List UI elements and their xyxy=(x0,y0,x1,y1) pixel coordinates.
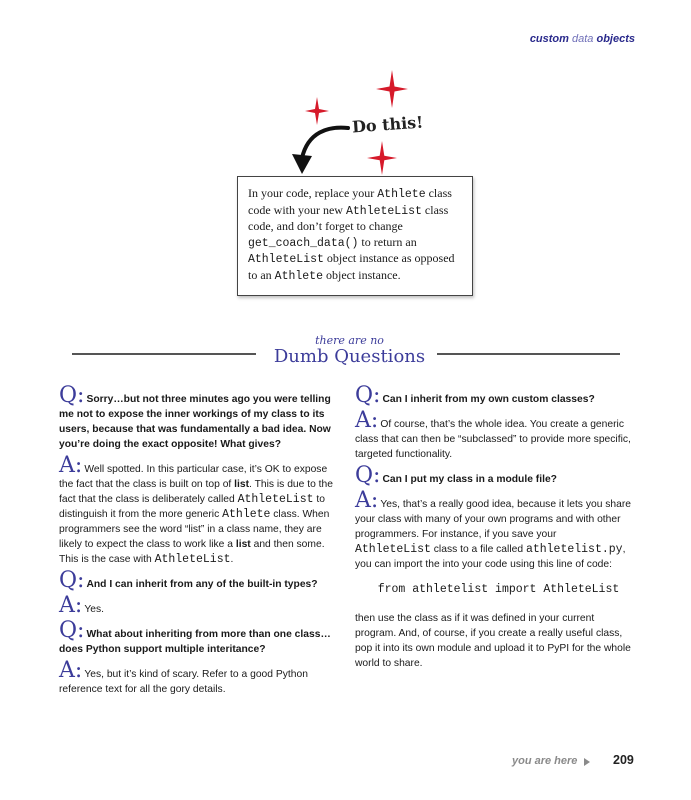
running-header: custom data objects xyxy=(529,33,635,45)
left-column xyxy=(59,383,341,703)
curved-arrow-icon xyxy=(288,120,352,176)
sparkle-icon xyxy=(376,70,408,108)
question: Q: And I can inherit from any of the built-in types? xyxy=(59,568,318,593)
answer: A: Yes. xyxy=(59,593,104,618)
answer: A: Yes, that’s a really good idea, because it lets you share your class with many of your own programs and with other programmers. For instance, if you save your AthleteList class to a file called athletelist.py, you can import the into your code using this line of code: xyxy=(355,488,632,570)
question: Q: Can I put my class in a module file? xyxy=(355,463,557,488)
code-line: from athletelist import AthleteList xyxy=(377,583,620,596)
instruction-callout: In your code, replace your Athlete class code with your new AthleteList class code, and don’t forget to change get_coach_data() to return an AthleteList object instance as opposed to an Athlete object instance. xyxy=(237,176,473,296)
answer: A: Well spotted. In this particular case, it’s OK to expose the fact that the class is built on top of list. This is due to the fact that the class is deliberately called AthleteList to distinguish it from the more generic Athlete class. When programmers see the word “list” in a class name, they are likely to expect the class to work like a list and then some. This is the case with AthleteList. xyxy=(59,453,333,566)
question: Q: Sorry…but not three minutes ago you were telling me not to expose the inner workings of my class to its users, because that was fundamentally a bad idea. Now you’re doing the exact opposite! What gives? xyxy=(59,383,331,450)
do-this-label: Do this! xyxy=(351,112,424,137)
you-are-here: you are here xyxy=(512,755,578,767)
triangle-right-icon xyxy=(584,758,590,766)
question: Q: What about inheriting from more than one class…does Python support multiple interitance? xyxy=(59,618,331,655)
page-number: 209 xyxy=(613,753,634,767)
answer: A: Of course, that’s the whole idea. You create a generic class that can then be “subclassed” to provide more specific, targeted functionality. xyxy=(355,408,631,460)
question: Q: Can I inherit from my own custom classes? xyxy=(355,383,595,408)
answer-continued: then use the class as if it was defined in your current program. And, of course, if you create a really useful class, pop it into its own module and upload it to PyPI for the whole world to share. xyxy=(355,613,631,669)
divider xyxy=(437,353,620,355)
right-column xyxy=(355,383,632,677)
sparkle-icon xyxy=(367,141,397,175)
answer: A: Yes, but it’s kind of scary. Refer to a good Python reference text for all the gory details. xyxy=(59,658,308,695)
dumb-questions-heading: there are no Dumb Questions xyxy=(273,334,426,367)
divider xyxy=(72,353,256,355)
